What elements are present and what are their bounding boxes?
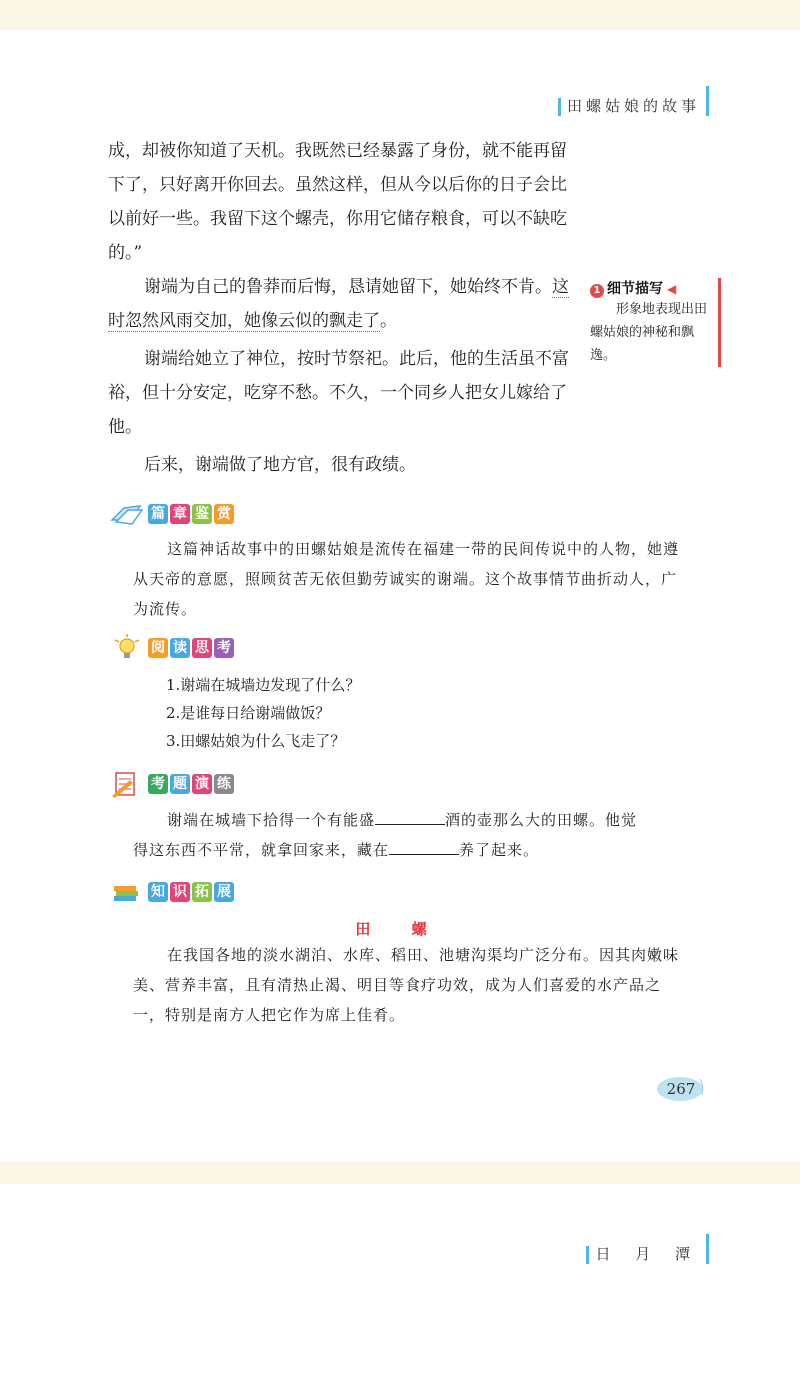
open-book-icon: [110, 500, 144, 528]
header-bar-right: [706, 86, 709, 116]
note-title: [590, 278, 712, 298]
appreciation-text: 这篇神话故事中的田螺姑娘是流传在福建一带的民间传说中的人物，她遵从天帝的意愿，照顾贫苦无依但勤劳诚实的谢端。这个故事情节曲折动人，广为流传。: [133, 540, 680, 618]
header-title: 田螺姑娘的故事: [566, 97, 700, 115]
knowledge-text: 在我国各地的淡水湖泊、水库、稻田、池塘沟渠均广泛分布。因其肉嫩味美、营养丰富，且有清热止渴、明目等食疗功效，成为人们喜爱的水产品之一，特别是南方人把它作为席上佳肴。: [133, 946, 680, 1024]
reading-chip-3: 思: [192, 638, 212, 658]
question-2: 2.是谁每日给谢端做饭？: [166, 704, 331, 722]
page-separator-band: [0, 1162, 800, 1184]
exam-line1-a: 谢端在城墙下拾得一个有能盛: [167, 811, 376, 829]
knowledge-chip-4: 展: [214, 882, 234, 902]
notepad-pencil-icon: [110, 770, 144, 798]
knowledge-chip-1: 知: [148, 882, 168, 902]
exam-line2-b: 养了起来。: [459, 841, 540, 859]
question-1: 1.谢端在城墙边发现了什么？: [166, 676, 361, 694]
next-header-bar-left: [586, 1246, 589, 1264]
note-number: 1: [590, 284, 604, 298]
story-paragraph-3: 谢端给她立了神位，按时节祭祀。此后，他的生活虽不富裕，但十分安定，吃穿不愁。不久，一个同乡人把女儿嫁给了他。: [108, 349, 569, 437]
note-text: 形象地表现出田螺姑娘的神秘和飘逸。: [590, 302, 708, 363]
next-header-title: 日 月 潭: [595, 1245, 700, 1263]
exam-line1-b: 酒的壶那么大的田螺。他觉: [445, 811, 638, 829]
appreciation-chip-4: 赏: [214, 504, 234, 524]
side-note: [590, 278, 721, 367]
story-p2-c: 。: [380, 311, 397, 331]
story-p2-a: 谢端为自己的鲁莽而后悔，恳请她留下，她始终不肯。: [144, 277, 552, 297]
fill-blank-1[interactable]: [375, 808, 445, 825]
story-paragraph-2: [108, 270, 578, 338]
story-paragraph-4: 后来，谢端做了地方官，很有政绩。: [144, 455, 416, 475]
section-reading-heading: [110, 634, 236, 662]
exam-line2-a: 得这东西不平常，就拿回家来，藏在: [133, 841, 390, 859]
top-band: [0, 0, 800, 30]
appreciation-chip-1: 篇: [148, 504, 168, 524]
section-knowledge-heading: [110, 878, 236, 906]
section-appreciation-heading: [110, 500, 236, 528]
exam-chip-3: 演: [192, 774, 212, 794]
story-paragraph-1: 成，却被你知道了天机。我既然已经暴露了身份，就不能再留下了，只好离开你回去。虽然这样，但从今以后你的日子会比以前好一些。我留下这个螺壳，你用它储存粮食，可以不缺吃的。”: [108, 141, 567, 263]
knowledge-chip-2: 识: [170, 882, 190, 902]
reading-chip-1: 阅: [148, 638, 168, 658]
appreciation-chip-2: 章: [170, 504, 190, 524]
fill-blank-2[interactable]: [389, 838, 459, 855]
books-stack-icon: [110, 878, 144, 906]
reading-chip-4: 考: [214, 638, 234, 658]
reading-chip-2: 读: [170, 638, 190, 658]
knowledge-title: 田 螺: [355, 920, 445, 938]
running-header: [552, 92, 715, 122]
lightbulb-icon: [110, 634, 144, 662]
triangle-left-icon: ◀: [667, 282, 677, 296]
next-header-bar-right: [706, 1234, 709, 1264]
appreciation-chip-3: 鉴: [192, 504, 212, 524]
question-3: 3.田螺姑娘为什么飞走了？: [166, 732, 346, 750]
exam-chip-1: 考: [148, 774, 168, 794]
exam-chip-4: 练: [214, 774, 234, 794]
exam-text: [133, 805, 689, 865]
exam-chip-2: 题: [170, 774, 190, 794]
page-number: 267: [666, 1080, 696, 1098]
knowledge-chip-3: 拓: [192, 882, 212, 902]
note-title-text: 细节描写: [607, 281, 663, 297]
story-p2-annotated: 这时忽然风雨交加，她像云似的飘走了: [108, 277, 569, 331]
section-exam-heading: [110, 770, 236, 798]
header-bar-left: [558, 98, 561, 116]
next-page-header: [580, 1240, 715, 1270]
